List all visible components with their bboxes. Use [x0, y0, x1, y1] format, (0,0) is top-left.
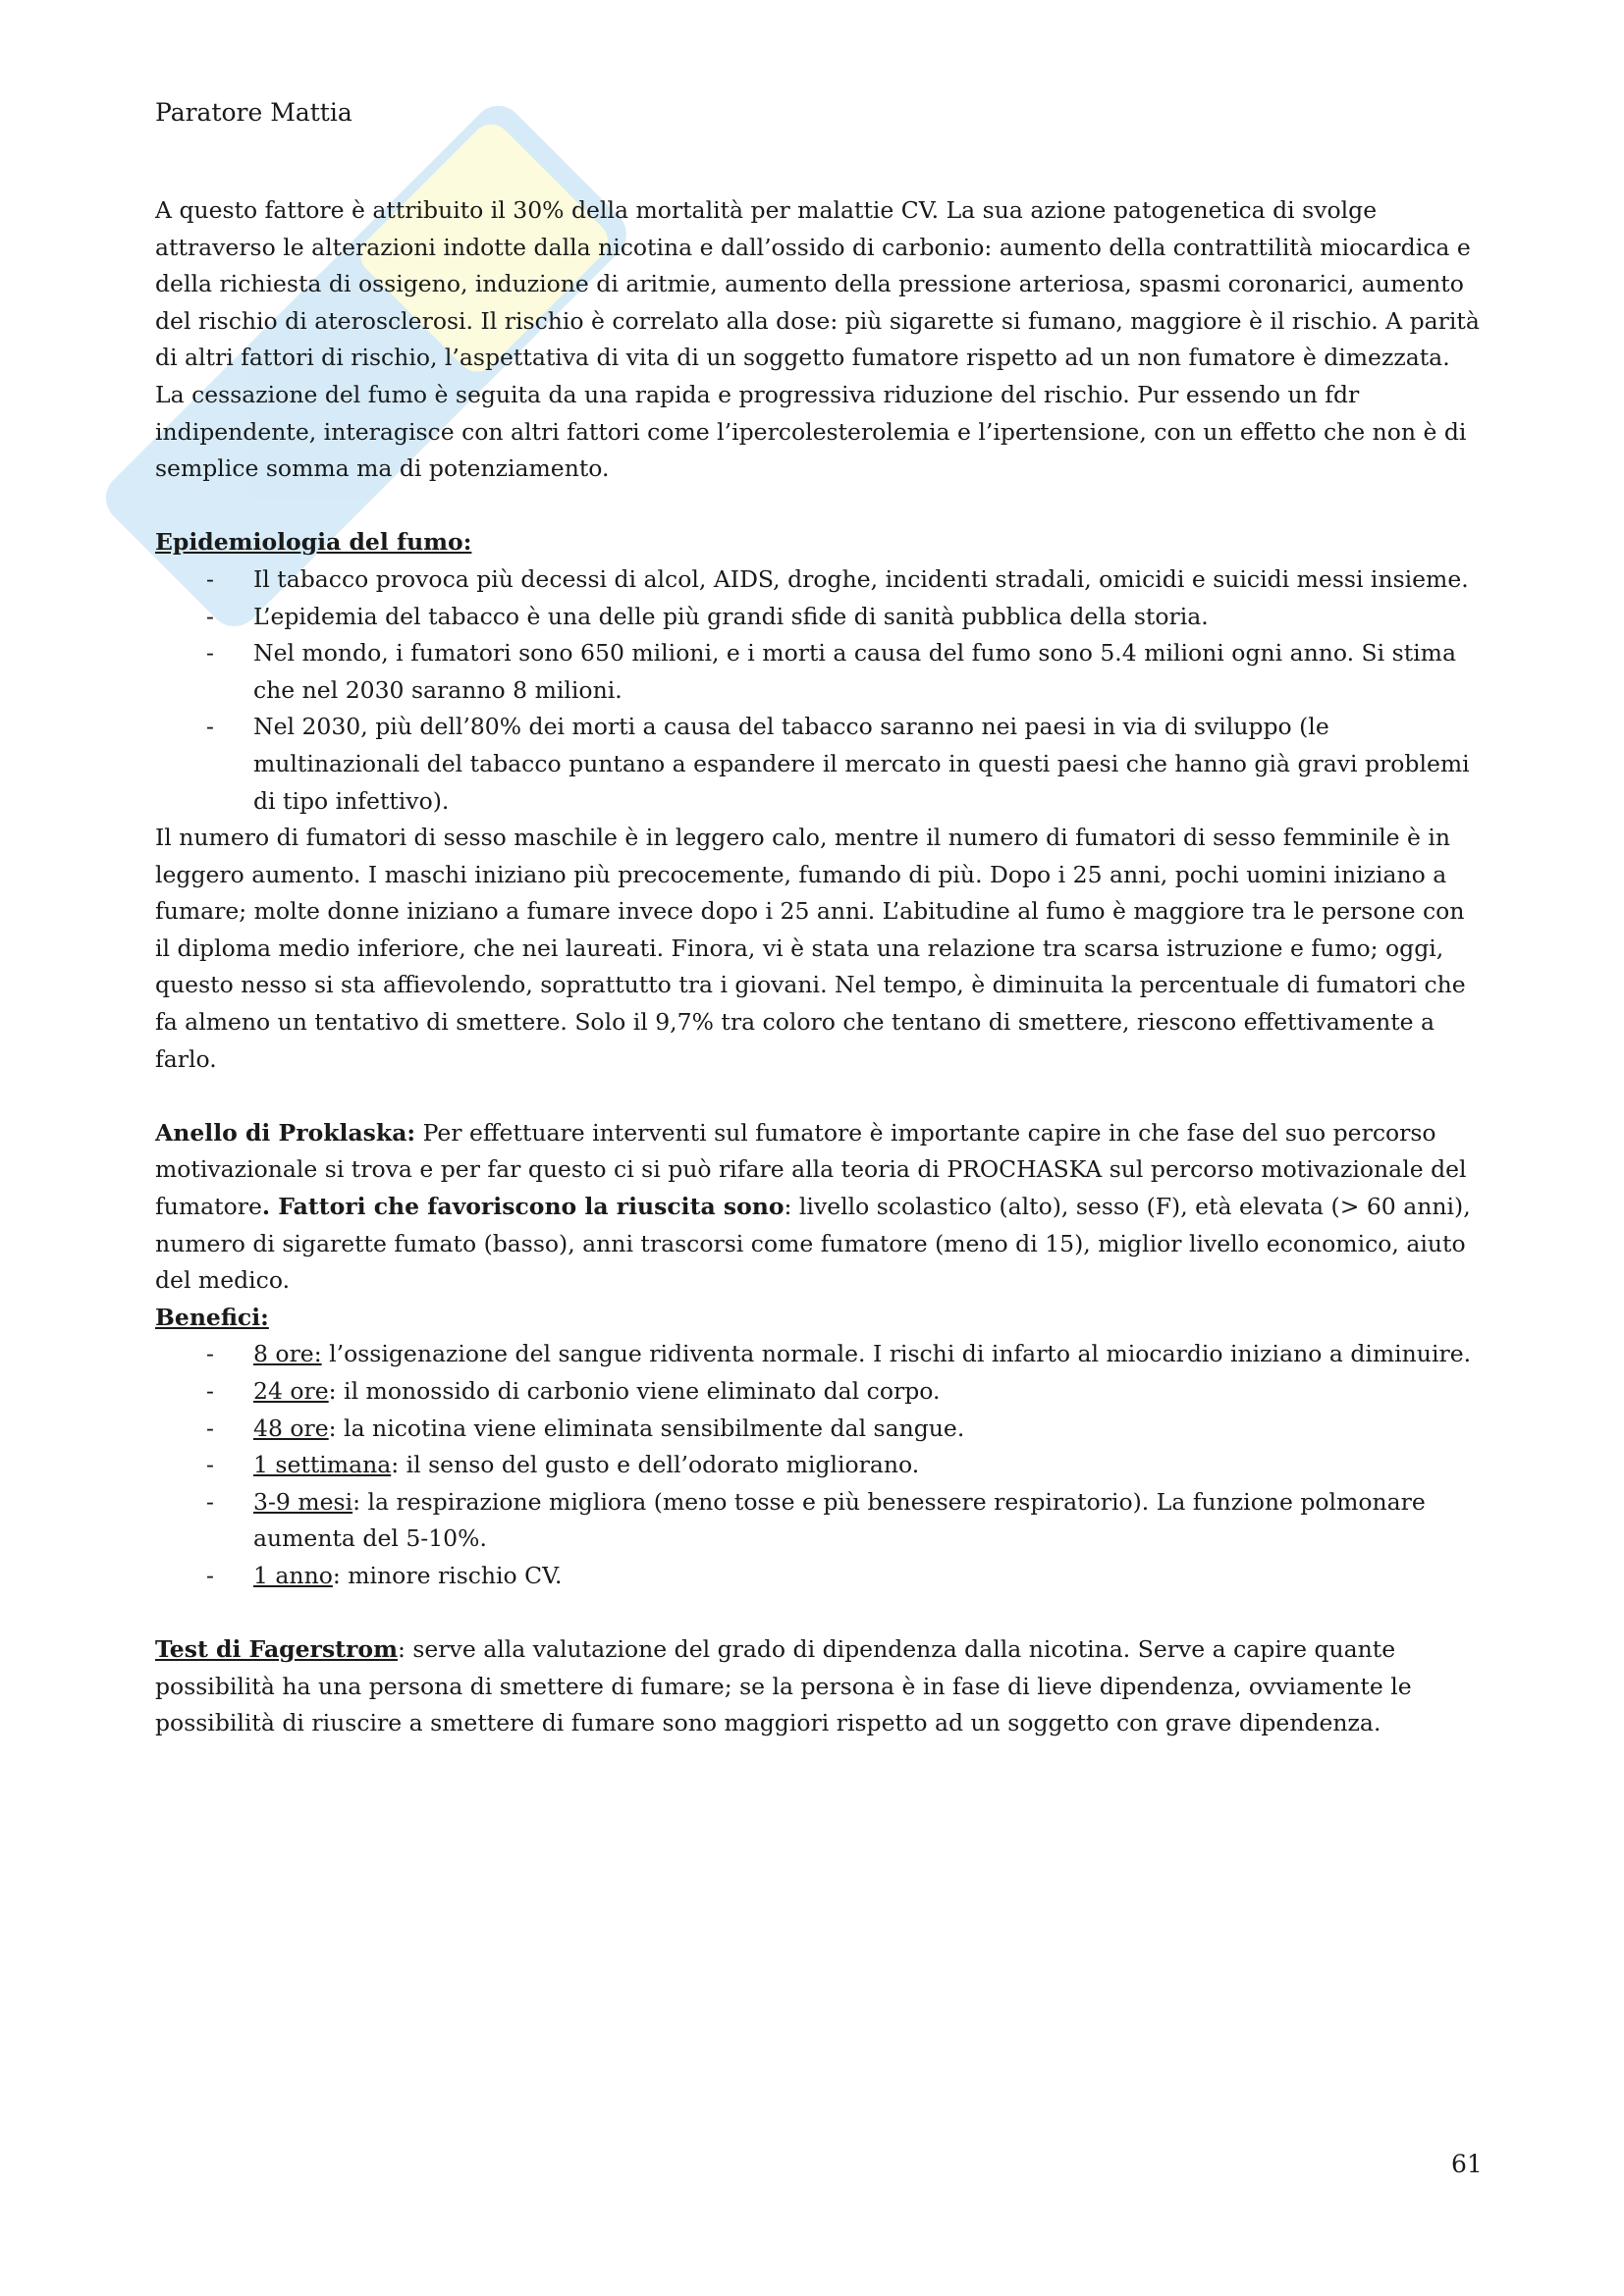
list-item: - Nel 2030, più dell’80% dei morti a causa del tabacco saranno nei paesi in via di sviluppo (le multinazionali del tabacco puntano a espandere il mercato in questi paesi che hanno già gravi problemi di tipo infettivo).: [155, 709, 1481, 820]
benefit-time: 3-9 mesi: [253, 1487, 353, 1516]
list-item: - 1 settimana: il senso del gusto e dell’odorato migliorano.: [155, 1447, 1481, 1484]
bullet-dash: -: [206, 1377, 214, 1405]
epidemiology-heading: Epidemiologia del fumo:: [155, 528, 472, 557]
benefits-list: [155, 1336, 1481, 1594]
success-factors-label: . Fattori che favoriscono la riuscita sono: [261, 1193, 785, 1221]
list-item: - 1 anno: minore rischio CV.: [155, 1558, 1481, 1595]
bullet-dash: -: [206, 713, 214, 741]
proklaska-paragraph: Anello di Proklaska: Per effettuare interventi sul fumatore è importante capire in che fase del suo percorso motivazionale si trova e per far questo ci si può rifare alla teoria di PROCHASKA sul percorso motivazionale del fumatore. Fattori che favoriscono la riuscita sono: livello scolastico (alto), sesso (F), età elevata (> 60 anni), numero di sigarette fumato (basso), anni trascorsi come fumatore (meno di 15), miglior livello economico, aiuto del medico.: [155, 1118, 1471, 1295]
list-item: - Il tabacco provoca più decessi di alcol, AIDS, droghe, incidenti stradali, omicidi e suicidi messi insieme.: [155, 561, 1481, 599]
benefit-time: 24 ore: [253, 1377, 329, 1405]
bullet-dash: -: [206, 1340, 214, 1368]
bullet-dash: -: [206, 1451, 214, 1479]
benefits-heading: Benefici:: [155, 1303, 269, 1331]
bullet-dash: -: [206, 602, 214, 630]
bullet-dash: -: [206, 564, 214, 593]
page-header-author: Paratore Mattia: [155, 98, 352, 127]
benefit-time: 8 ore:: [253, 1340, 322, 1368]
list-item: - 24 ore: il monossido di carbonio viene eliminato dal corpo.: [155, 1373, 1481, 1411]
bullet-dash: -: [206, 1414, 214, 1442]
bullet-dash: -: [206, 1487, 214, 1516]
bullet-dash: -: [206, 639, 214, 667]
document-body: [155, 192, 1481, 1742]
list-item: - L’epidemia del tabacco è una delle più grandi sfide di sanità pubblica della storia.: [155, 599, 1481, 636]
benefit-time: 1 anno: [253, 1561, 333, 1589]
fagerstrom-title: Test di Fagerstrom: [155, 1635, 398, 1664]
list-item: - 3-9 mesi: la respirazione migliora (meno tosse e più benessere respiratorio). La funzione polmonare aumenta del 5-10%.: [155, 1484, 1481, 1558]
page-number: 61: [1451, 2150, 1483, 2178]
epidemiology-list: [155, 561, 1481, 820]
epidemiology-paragraph: Il numero di fumatori di sesso maschile è in leggero calo, mentre il numero di fumatori di sesso femminile è in leggero aumento. I maschi iniziano più precocemente, fumando di più. Dopo i 25 anni, pochi uomini iniziano a fumare; molte donne iniziano a fumare invece dopo i 25 anni. L’abitudine al fumo è maggiore tra le persone con il diploma medio inferiore, che nei laureati. Finora, vi è stata una relazione tra scarsa istruzione e fumo; oggi, questo nesso si sta affievolendo, soprattutto tra i giovani. Nel tempo, è diminuita la percentuale di fumatori che fa almeno un tentativo di smettere. Solo il 9,7% tra coloro che tentano di smettere, riescono effettivamente a farlo.: [155, 824, 1466, 1073]
fagerstrom-paragraph: Test di Fagerstrom: serve alla valutazione del grado di dipendenza dalla nicotina. Serve a capire quante possibilità ha una persona di smettere di fumare; se la persona è in fase di lieve dipendenza, ovviamente le possibilità di riuscire a smettere di fumare sono maggiori rispetto ad un soggetto con grave dipendenza.: [155, 1635, 1412, 1737]
intro-paragraph: A questo fattore è attribuito il 30% della mortalità per malattie CV. La sua azione patogenetica di svolge attraverso le alterazioni indotte dalla nicotina e dall’ossido di carbonio: aumento della contrattilità miocardica e della richiesta di ossigeno, induzione di aritmie, aumento della pressione arteriosa, spasmi coronarici, aumento del rischio di aterosclerosi. Il rischio è correlato alla dose: più sigarette si fumano, maggiore è il rischio. A parità di altri fattori di rischio, l’aspettativa di vita di un soggetto fumatore rispetto ad un non fumatore è dimezzata. La cessazione del fumo è seguita da una rapida e progressiva riduzione del rischio. Pur essendo un fdr indipendente, interagisce con altri fattori come l’ipercolesterolemia e l’ipertensione, con un effetto che non è di semplice somma ma di potenziamento.: [155, 196, 1480, 483]
list-item: - 8 ore: l’ossigenazione del sangue ridiventa normale. I rischi di infarto al miocardio iniziano a diminuire.: [155, 1336, 1481, 1373]
list-item: - 48 ore: la nicotina viene eliminata sensibilmente dal sangue.: [155, 1411, 1481, 1448]
benefit-time: 48 ore: [253, 1414, 329, 1442]
list-item: - Nel mondo, i fumatori sono 650 milioni, e i morti a causa del fumo sono 5.4 milioni ogni anno. Si stima che nel 2030 saranno 8 milioni.: [155, 635, 1481, 709]
bullet-dash: -: [206, 1561, 214, 1589]
benefit-time: 1 settimana: [253, 1451, 392, 1479]
proklaska-title: Anello di Proklaska:: [155, 1118, 416, 1147]
